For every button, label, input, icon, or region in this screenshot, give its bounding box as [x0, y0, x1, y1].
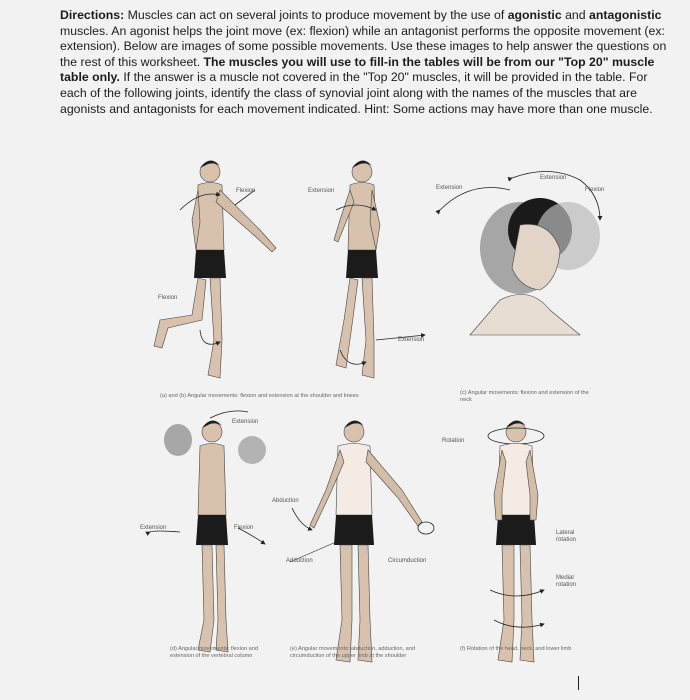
label-extension-knee: Extension [398, 337, 425, 343]
directions-text-b: muscles. An agonist helps the joint move (ex: flexion) while an antagonist performs the opposite movement (ex: extension). Below are images of some possible movements. Use these images to help answer the questions on the rest of this worksheet. [60, 23, 667, 69]
caption-d: (d) Angular movements: flexion and extension of the vertebral column [170, 646, 258, 659]
movement-figure [140, 150, 610, 695]
directions-label: Directions: [60, 8, 125, 22]
label-abduction: Abduction [272, 498, 299, 504]
figure-b-shoulder-knee-extension [334, 160, 425, 378]
caption-a-b: (a) and (b) Angular movements: flexion and extension at the shoulder and knees [160, 393, 359, 399]
label-trunk-extension-left: Extension [140, 525, 167, 531]
directions-text-a: Muscles can act on several joints to produce movement by the use of [124, 8, 508, 22]
directions-paragraph [60, 8, 675, 117]
label-flexion-shoulder: Flexion [236, 188, 256, 194]
directions-bold-instruction: The muscles you will use to fill-in the tables will be from our "Top 20" muscle table only. [60, 54, 655, 85]
antagonistic-term: antagonistic [589, 8, 662, 22]
caption-f: (f) Rotation of the head, neck, and lower limb [460, 646, 572, 652]
and-text: and [561, 8, 590, 22]
text-cursor [578, 676, 579, 690]
directions-text-c: If the answer is a muscle not covered in the "Top 20" muscles, it will be provided in the table. For each of the following joints, identify the class of synovial joint along with the names of the muscles that are agonists and antagonists for each movement indicated. Hint: Some actions may have more than one muscle. [60, 70, 653, 116]
label-neck-extension-top: Extension [540, 175, 567, 181]
label-medial-rotation: Medial rotation [556, 575, 577, 588]
label-trunk-flexion: Flexion [234, 525, 254, 531]
figure-f-rotation [488, 420, 544, 662]
caption-c: (c) Angular movements: flexion and extension of the neck [460, 390, 589, 403]
figure-e-shoulder-abduction [290, 420, 434, 662]
movement-illustrations [140, 150, 610, 695]
label-adduction: Adduction [286, 558, 313, 564]
label-neck-flexion: Flexion [585, 187, 605, 193]
label-flexion-knee: Flexion [158, 295, 178, 301]
figure-c-neck-movement [440, 171, 600, 335]
label-neck-extension-left: Extension [436, 185, 463, 191]
figure-a-shoulder-knee-flexion [154, 160, 276, 378]
label-lateral-rotation: Lateral rotation [556, 530, 577, 543]
caption-e: (e) Angular movements: abduction, adduction, and circumduction of the upper limb at the shoulder [290, 646, 416, 659]
label-extension-shoulder: Extension [308, 188, 335, 194]
label-circumduction: Circumduction [388, 558, 427, 564]
label-trunk-extension-top: Extension [232, 419, 259, 425]
agonistic-term: agonistic [507, 8, 562, 22]
label-rotation: Rotation [442, 438, 465, 444]
